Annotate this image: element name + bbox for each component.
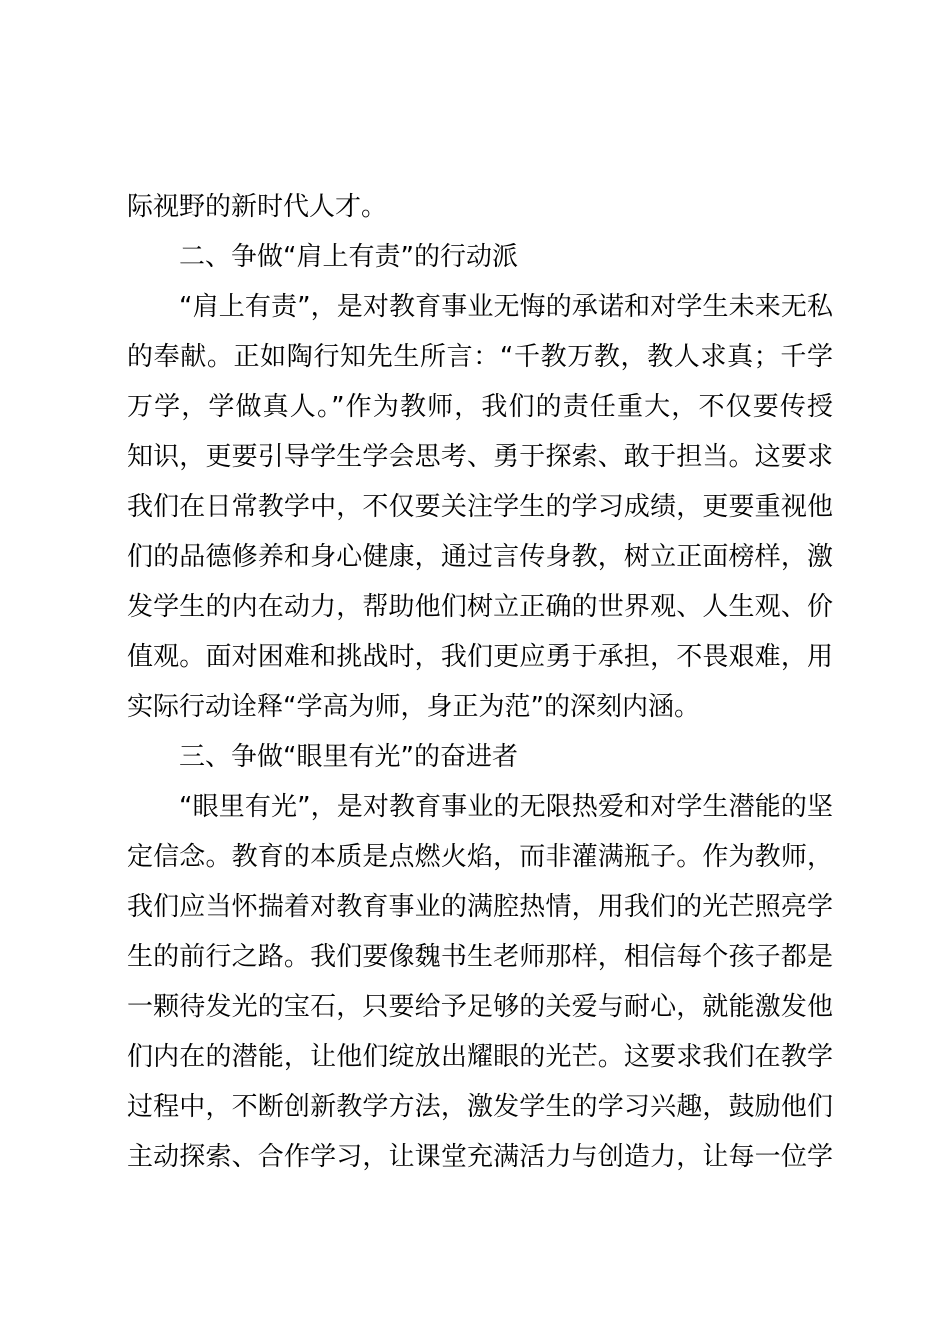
- document-body: [127, 182, 833, 1182]
- text-line: 我们在日常教学中，不仅要关注学生的学习成绩，更要重视他: [127, 492, 833, 522]
- section-heading: 三、争做“眼里有光”的奋进者: [179, 742, 518, 772]
- text-line: “眼里有光”，是对教育事业的无限热爱和对学生潜能的坚: [179, 792, 833, 822]
- text-line: 过程中，不断创新教学方法，激发学生的学习兴趣，鼓励他们: [127, 1092, 833, 1122]
- text-line: 定信念。教育的本质是点燃火焰，而非灌满瓶子。作为教师，: [127, 842, 833, 872]
- text-line: 实际行动诠释“学高为师，身正为范”的深刻内涵。: [127, 692, 700, 722]
- text-line: 我们应当怀揣着对教育事业的满腔热情，用我们的光芒照亮学: [127, 892, 833, 922]
- text-line: “肩上有责”，是对教育事业无悔的承诺和对学生未来无私: [179, 292, 833, 322]
- section-heading: 二、争做“肩上有责”的行动派: [179, 242, 518, 272]
- text-line: 一颗待发光的宝石，只要给予足够的关爱与耐心，就能激发他: [127, 992, 833, 1022]
- text-line: 值观。面对困难和挑战时，我们更应勇于承担，不畏艰难，用: [127, 642, 833, 672]
- text-line: 主动探索、合作学习，让课堂充满活力与创造力，让每一位学: [127, 1142, 833, 1172]
- text-line: 们的品德修养和身心健康，通过言传身教，树立正面榜样，激: [127, 542, 833, 572]
- text-line: 发学生的内在动力，帮助他们树立正确的世界观、人生观、价: [127, 592, 833, 622]
- text-line: 际视野的新时代人才。: [127, 192, 388, 222]
- text-line: 生的前行之路。我们要像魏书生老师那样，相信每个孩子都是: [127, 942, 833, 972]
- text-line: 们内在的潜能，让他们绽放出耀眼的光芒。这要求我们在教学: [127, 1042, 833, 1072]
- text-line: 万学，学做真人。”作为教师，我们的责任重大，不仅要传授: [127, 392, 833, 422]
- text-line: 知识，更要引导学生学会思考、勇于探索、敢于担当。这要求: [127, 442, 833, 472]
- text-line: 的奉献。正如陶行知先生所言：“千教万教，教人求真；千学: [127, 342, 833, 372]
